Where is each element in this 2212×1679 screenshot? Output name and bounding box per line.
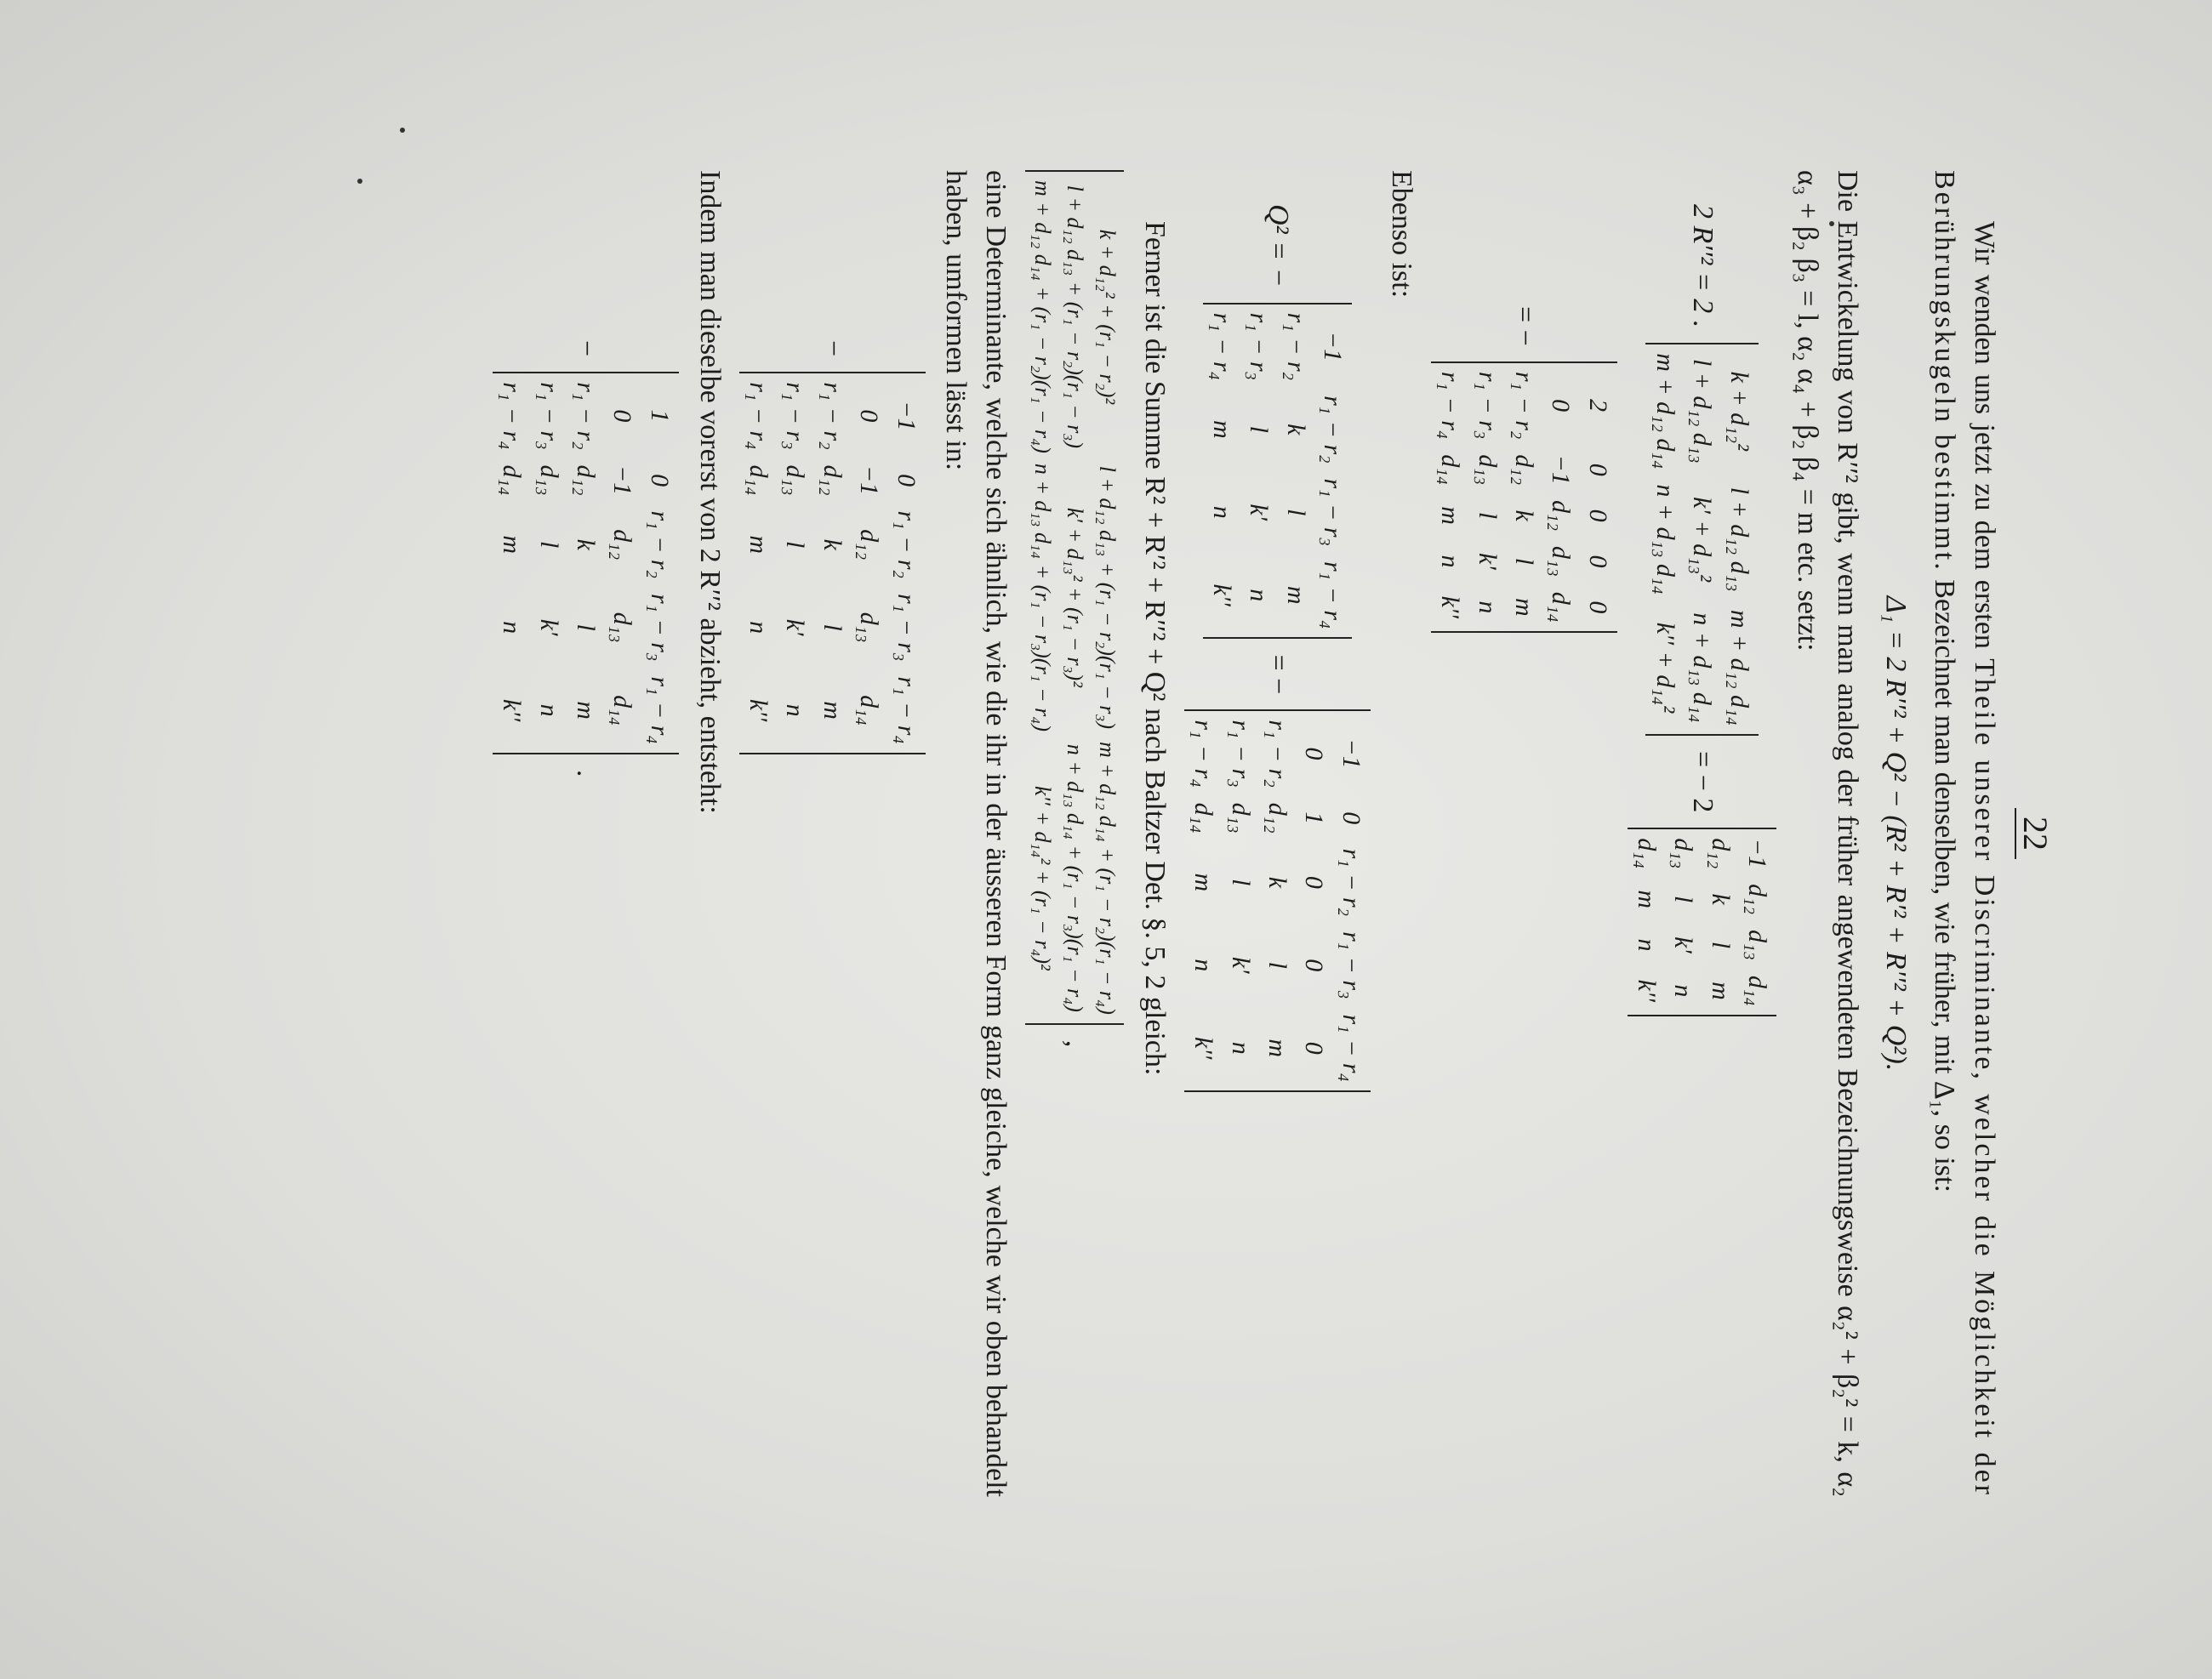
determinant-entry: r₁ − r₃ bbox=[892, 593, 921, 662]
determinant-entry: k′ + d₁₃² bbox=[1688, 497, 1717, 583]
r2-equals-minus-two: = − 2 bbox=[1686, 751, 1719, 813]
determinant-entry: r₁ − r₃ bbox=[645, 593, 674, 662]
r2-determinant-5x5 bbox=[1431, 361, 1617, 633]
determinant-entry: d₁₂ bbox=[1547, 500, 1576, 532]
determinant-entry: d₁₃ bbox=[781, 464, 810, 496]
determinant-entry: n + d₁₃ d₁₄ bbox=[1688, 612, 1717, 723]
determinant-entry: m + d₁₂ d₁₄ bbox=[1725, 609, 1753, 726]
determinant-entry: m bbox=[1189, 873, 1218, 892]
determinant-entry: d₁₄ bbox=[1743, 975, 1772, 1006]
determinant-entry: d₁₂ bbox=[1743, 884, 1772, 915]
form-minus: − bbox=[817, 340, 849, 357]
determinant-entry: 0 bbox=[1300, 875, 1329, 889]
r2-determinant-4x4 bbox=[1628, 828, 1777, 1016]
determinant-entry: −1 bbox=[1319, 331, 1348, 361]
determinant-entry: d₁₂ bbox=[608, 529, 637, 561]
determinant-entry: l + d₁₂ d₁₃ + (r₁ − r₂)(r₁ − r₃) bbox=[1063, 185, 1088, 449]
determinant-entry: r₁ − r₄ bbox=[744, 382, 772, 450]
determinant-entry: d₁₂ bbox=[1706, 838, 1735, 869]
determinant-entry: k bbox=[818, 538, 847, 550]
determinant-entry: n + d₁₃ d₁₄ + (r₁ − r₃)(r₁ − r₄) bbox=[1030, 463, 1056, 731]
determinant-entry: n bbox=[1436, 555, 1465, 568]
sum-comma: , bbox=[1059, 1039, 1092, 1048]
determinant-entry: k′′ + d₁₄² + (r₁ − r₄)² bbox=[1030, 785, 1056, 970]
determinant-entry: k′′ bbox=[1436, 595, 1465, 619]
determinant-entry: d₁₄ bbox=[1633, 838, 1662, 869]
determinant-entry: 0 bbox=[1583, 600, 1612, 614]
determinant-entry: −1 bbox=[608, 464, 637, 496]
q2-equals-minus: = − bbox=[1262, 654, 1294, 695]
determinant-entry: n bbox=[1245, 589, 1274, 602]
intro-spaced-text: Theile unserer Discriminante, welcher die Möglichkeit der Berührungskugeln bestimmt. bbox=[1928, 170, 2000, 1497]
determinant-entry: r₁ − r₃ bbox=[1337, 931, 1365, 999]
final-minus: − bbox=[570, 340, 602, 357]
determinant-entry: r₁ − r₃ bbox=[1473, 371, 1502, 440]
determinant-entry: r₁ − r₃ bbox=[781, 382, 810, 450]
determinant-entry: m bbox=[1633, 890, 1662, 909]
determinant-entry: d₁₃ bbox=[1547, 546, 1576, 577]
determinant-entry: l bbox=[1245, 425, 1274, 433]
determinant-entry: r₁ − r₂ bbox=[1337, 848, 1365, 917]
r2-determinant-3x3 bbox=[1645, 343, 1758, 736]
determinant-entry: 0 bbox=[1300, 959, 1329, 972]
determinant-entry: −1 bbox=[855, 464, 884, 496]
determinant-entry: m + d₁₂ d₁₄ + (r₁ − r₂)(r₁ − r₄) bbox=[1030, 180, 1056, 453]
determinant-entry: m bbox=[1281, 585, 1310, 605]
determinant-entry: n bbox=[1669, 984, 1698, 998]
determinant-entry: r₁ − r₄ bbox=[1436, 371, 1465, 440]
determinant-entry: d₁₄ bbox=[1547, 591, 1576, 623]
determinant-entry: k′′ bbox=[1189, 1037, 1218, 1060]
determinant-entry: k bbox=[1263, 876, 1292, 889]
determinant-entry: k′′ bbox=[744, 698, 772, 722]
determinant-entry: 0 bbox=[608, 409, 637, 423]
determinant-entry: k bbox=[1509, 509, 1538, 521]
determinant-entry: d₁₂ bbox=[855, 529, 884, 561]
determinant-entry: r₁ − r₂ bbox=[818, 382, 847, 450]
determinant-entry: k′′ + d₁₄² bbox=[1650, 622, 1679, 714]
determinant-entry: r₁ − r₂ bbox=[1319, 396, 1348, 464]
determinant-entry: r₁ − r₂ bbox=[1509, 371, 1538, 440]
determinant-entry: k bbox=[1281, 424, 1310, 435]
q2-expansion bbox=[1184, 204, 1371, 1497]
determinant-entry: d₁₄ bbox=[855, 695, 884, 726]
determinant-entry: 1 bbox=[1300, 811, 1329, 825]
determinant-entry: r₁ − r₂ bbox=[892, 510, 921, 578]
determinant-entry: 0 bbox=[1300, 747, 1329, 760]
determinant-entry: l bbox=[1509, 557, 1538, 566]
determinant-entry: d₁₄ bbox=[744, 464, 772, 496]
determinant-entry: r₁ − r₄ bbox=[1208, 312, 1236, 381]
determinant-entry: l bbox=[1281, 509, 1310, 516]
determinant-entry: 2 bbox=[1583, 399, 1612, 413]
determinant-entry: m bbox=[1208, 419, 1236, 439]
indem-paragraph: Indem man dieselbe vorerst von 2 R′′² abzieht, entsteht: bbox=[693, 170, 726, 814]
sum-determinant-row bbox=[1025, 170, 1124, 1497]
r2-expansion-5x5 bbox=[1431, 306, 1617, 1497]
sum-determinant bbox=[1025, 170, 1124, 1025]
determinant-entry: d₁₃ bbox=[1226, 802, 1255, 834]
determinant-entry: l bbox=[1473, 511, 1502, 520]
entwickelung-paragraph: Die Entwickelung von R′′² gibt, wenn man analog der früher angewendeten Bezeichnungsweise α₂² + β₂² = k, α₂ α₃ + β₂ β₃ = l, α₂ α₄ + β₂ β₄ = m etc. setzt: bbox=[1792, 170, 1864, 1497]
intro-tail: Bezeichnet man denselben, wie früher, mit Δ₁, so ist: bbox=[1928, 579, 1960, 1192]
determinant-entry: k′ bbox=[1669, 936, 1698, 953]
determinant-entry: k′ bbox=[1473, 553, 1502, 570]
determinant-entry: r₁ − r₄ bbox=[1189, 720, 1218, 788]
determinant-entry: r₁ − r₃ bbox=[1245, 312, 1274, 381]
determinant-entry: l bbox=[1706, 941, 1735, 949]
determinant-entry: k′′ bbox=[1633, 979, 1662, 1003]
determinant-entry: n + d₁₃ d₁₄ + (r₁ − r₃)(r₁ − r₄) bbox=[1063, 743, 1088, 1012]
determinant-entry: l bbox=[1263, 961, 1292, 969]
determinant-entry: r₁ − r₂ bbox=[571, 382, 600, 450]
determinant-entry: l bbox=[534, 541, 563, 549]
book-page bbox=[204, 170, 2059, 1497]
determinant-entry: r₁ − r₃ bbox=[1226, 720, 1255, 788]
determinant-entry: r₁ − r₂ bbox=[1263, 720, 1292, 788]
determinant-entry: d₁₂ bbox=[571, 464, 600, 496]
determinant-entry: n bbox=[781, 703, 810, 717]
determinant-entry: 0 bbox=[1583, 509, 1612, 522]
determinant-entry: m bbox=[1263, 1039, 1292, 1058]
determinant-entry: k + d₁₂² bbox=[1725, 371, 1753, 452]
determinant-entry: 0 bbox=[1583, 463, 1612, 476]
determinant-entry: k + d₁₂² + (r₁ − r₂)² bbox=[1095, 229, 1120, 405]
determinante-paragraph: eine Determinante, welche sich ähnlich, wie die ihr in der äusseren Form ganz gleiche, welche wir oben behandelt haben, umformen lässt in: bbox=[940, 170, 1012, 1497]
determinant-entry: 1 bbox=[645, 409, 674, 423]
determinant-entry: m bbox=[744, 535, 772, 555]
determinant-entry: d₁₃ bbox=[1743, 930, 1772, 960]
determinant-entry: r₁ − r₄ bbox=[498, 382, 527, 450]
determinant-entry: k bbox=[1706, 893, 1735, 905]
determinant-entry: d₁₃ bbox=[1669, 838, 1698, 869]
determinant-entry: d₁₃ bbox=[855, 612, 884, 643]
determinant-entry: 0 bbox=[1547, 399, 1576, 413]
form-determinant-row bbox=[739, 340, 926, 1497]
determinant-entry: r₁ − r₄ bbox=[1337, 1014, 1365, 1082]
determinant-entry: r₁ − r₃ bbox=[1319, 478, 1348, 546]
determinant-entry: l bbox=[571, 623, 600, 631]
determinant-entry: d₁₄ bbox=[1436, 454, 1465, 486]
determinant-entry: k′′ bbox=[498, 698, 527, 722]
determinant-entry: 0 bbox=[1300, 1041, 1329, 1055]
r2-expansion bbox=[1628, 204, 1777, 1497]
final-dot: . bbox=[570, 769, 602, 777]
determinant-entry: m bbox=[1509, 597, 1538, 617]
determinant-entry: r₁ − r₄ bbox=[645, 676, 674, 744]
determinant-entry: 0 bbox=[855, 409, 884, 423]
q2-determinant-5x5 bbox=[1184, 709, 1371, 1092]
page-number: 22 bbox=[2012, 170, 2059, 1497]
determinant-entry: n bbox=[1473, 600, 1502, 614]
final-determinant-5x5 bbox=[493, 372, 679, 754]
determinant-entry: 0 bbox=[645, 474, 674, 487]
final-determinant-row bbox=[493, 340, 679, 1497]
determinant-entry: k′ bbox=[781, 618, 810, 636]
determinant-entry: l + d₁₂ d₁₃ + (r₁ − r₂)(r₁ − r₃) bbox=[1095, 465, 1120, 730]
determinant-entry: m + d₁₂ d₁₄ bbox=[1650, 353, 1679, 470]
determinant-entry: d₁₃ bbox=[608, 612, 637, 643]
determinant-entry: m bbox=[1436, 506, 1465, 525]
determinant-entry: d₁₃ bbox=[1473, 454, 1502, 486]
r2-equals-minus: = − bbox=[1508, 306, 1541, 346]
determinant-entry: l bbox=[781, 541, 810, 549]
determinant-entry: m bbox=[498, 535, 527, 555]
determinant-entry: k′ bbox=[1245, 504, 1274, 521]
determinant-entry: n bbox=[498, 621, 527, 635]
determinant-entry: k bbox=[571, 538, 600, 550]
determinant-entry: d₁₃ bbox=[534, 464, 563, 496]
q2-determinant-4x4 bbox=[1203, 303, 1353, 640]
q2-lhs: Q² = − bbox=[1262, 204, 1294, 287]
determinant-entry: k′ + d₁₃² + (r₁ − r₃)² bbox=[1063, 507, 1088, 688]
determinant-entry: r₁ − r₄ bbox=[1319, 561, 1348, 629]
determinant-entry: −1 bbox=[892, 401, 921, 431]
determinant-entry: l + d₁₂ d₁₃ bbox=[1725, 487, 1753, 592]
r2-lhs: 2 R′′² = 2 . bbox=[1686, 204, 1719, 328]
determinant-entry: m bbox=[571, 701, 600, 720]
determinant-entry: d₁₄ bbox=[1189, 802, 1218, 834]
determinant-entry: 0 bbox=[1337, 811, 1365, 825]
determinant-entry: −1 bbox=[1547, 454, 1576, 485]
determinant-entry: n bbox=[534, 703, 563, 717]
determinant-entry: k′ bbox=[1226, 956, 1255, 974]
determinant-entry: l + d₁₂ d₁₃ bbox=[1688, 358, 1717, 464]
determinant-entry: m bbox=[1706, 982, 1735, 1000]
determinant-entry: n bbox=[1226, 1041, 1255, 1055]
determinant-entry: r₁ − r₂ bbox=[1281, 312, 1310, 381]
determinant-entry: r₁ − r₄ bbox=[892, 676, 921, 744]
intro-lead: Wir wenden uns jetzt zu dem ersten bbox=[1968, 221, 2000, 649]
determinant-entry: r₁ − r₂ bbox=[645, 510, 674, 578]
determinant-entry: d₁₂ bbox=[1263, 802, 1292, 834]
determinant-entry: d₁₂ bbox=[818, 464, 847, 496]
ink-speck bbox=[400, 128, 405, 133]
ferner-paragraph: Ferner ist die Summe R² + R′² + R′′² + Q² nach Baltzer Det. §. 5, 2 gleich: bbox=[1138, 221, 1171, 1076]
determinant-entry: l bbox=[1669, 896, 1698, 903]
determinant-entry: 0 bbox=[892, 474, 921, 487]
determinant-entry: d₁₄ bbox=[608, 695, 637, 726]
determinant-entry: d₁₄ bbox=[498, 464, 527, 496]
determinant-entry: l bbox=[1226, 879, 1255, 886]
determinant-entry: n + d₁₃ d₁₄ bbox=[1650, 484, 1679, 595]
determinant-entry: n bbox=[1189, 959, 1218, 972]
determinant-entry: n bbox=[744, 621, 772, 635]
determinant-entry: 0 bbox=[1583, 555, 1612, 568]
determinant-entry: n bbox=[1208, 505, 1236, 519]
delta-equation: Δ₁ = 2 R′′² + Q² − (R² + R′² + R′′² + Q²). bbox=[1880, 595, 1912, 1072]
determinant-entry: −1 bbox=[1743, 838, 1772, 868]
determinant-entry: d₁₂ bbox=[1509, 454, 1538, 486]
ebenso-label: Ebenso ist: bbox=[1385, 170, 1417, 299]
intro-paragraph bbox=[1924, 170, 2004, 1497]
determinant-entry: k′ bbox=[534, 618, 563, 636]
determinant-entry: r₁ − r₃ bbox=[534, 382, 563, 450]
determinant-entry: l bbox=[818, 623, 847, 631]
determinant-entry: −1 bbox=[1337, 738, 1365, 769]
determinant-entry: m + d₁₂ d₁₄ + (r₁ − r₂)(r₁ − r₄) bbox=[1095, 741, 1120, 1015]
determinant-entry: m bbox=[818, 701, 847, 720]
determinant-entry: k′′ bbox=[1208, 583, 1236, 606]
form-determinant-5x5 bbox=[739, 372, 926, 754]
determinant-entry: n bbox=[1633, 938, 1662, 952]
